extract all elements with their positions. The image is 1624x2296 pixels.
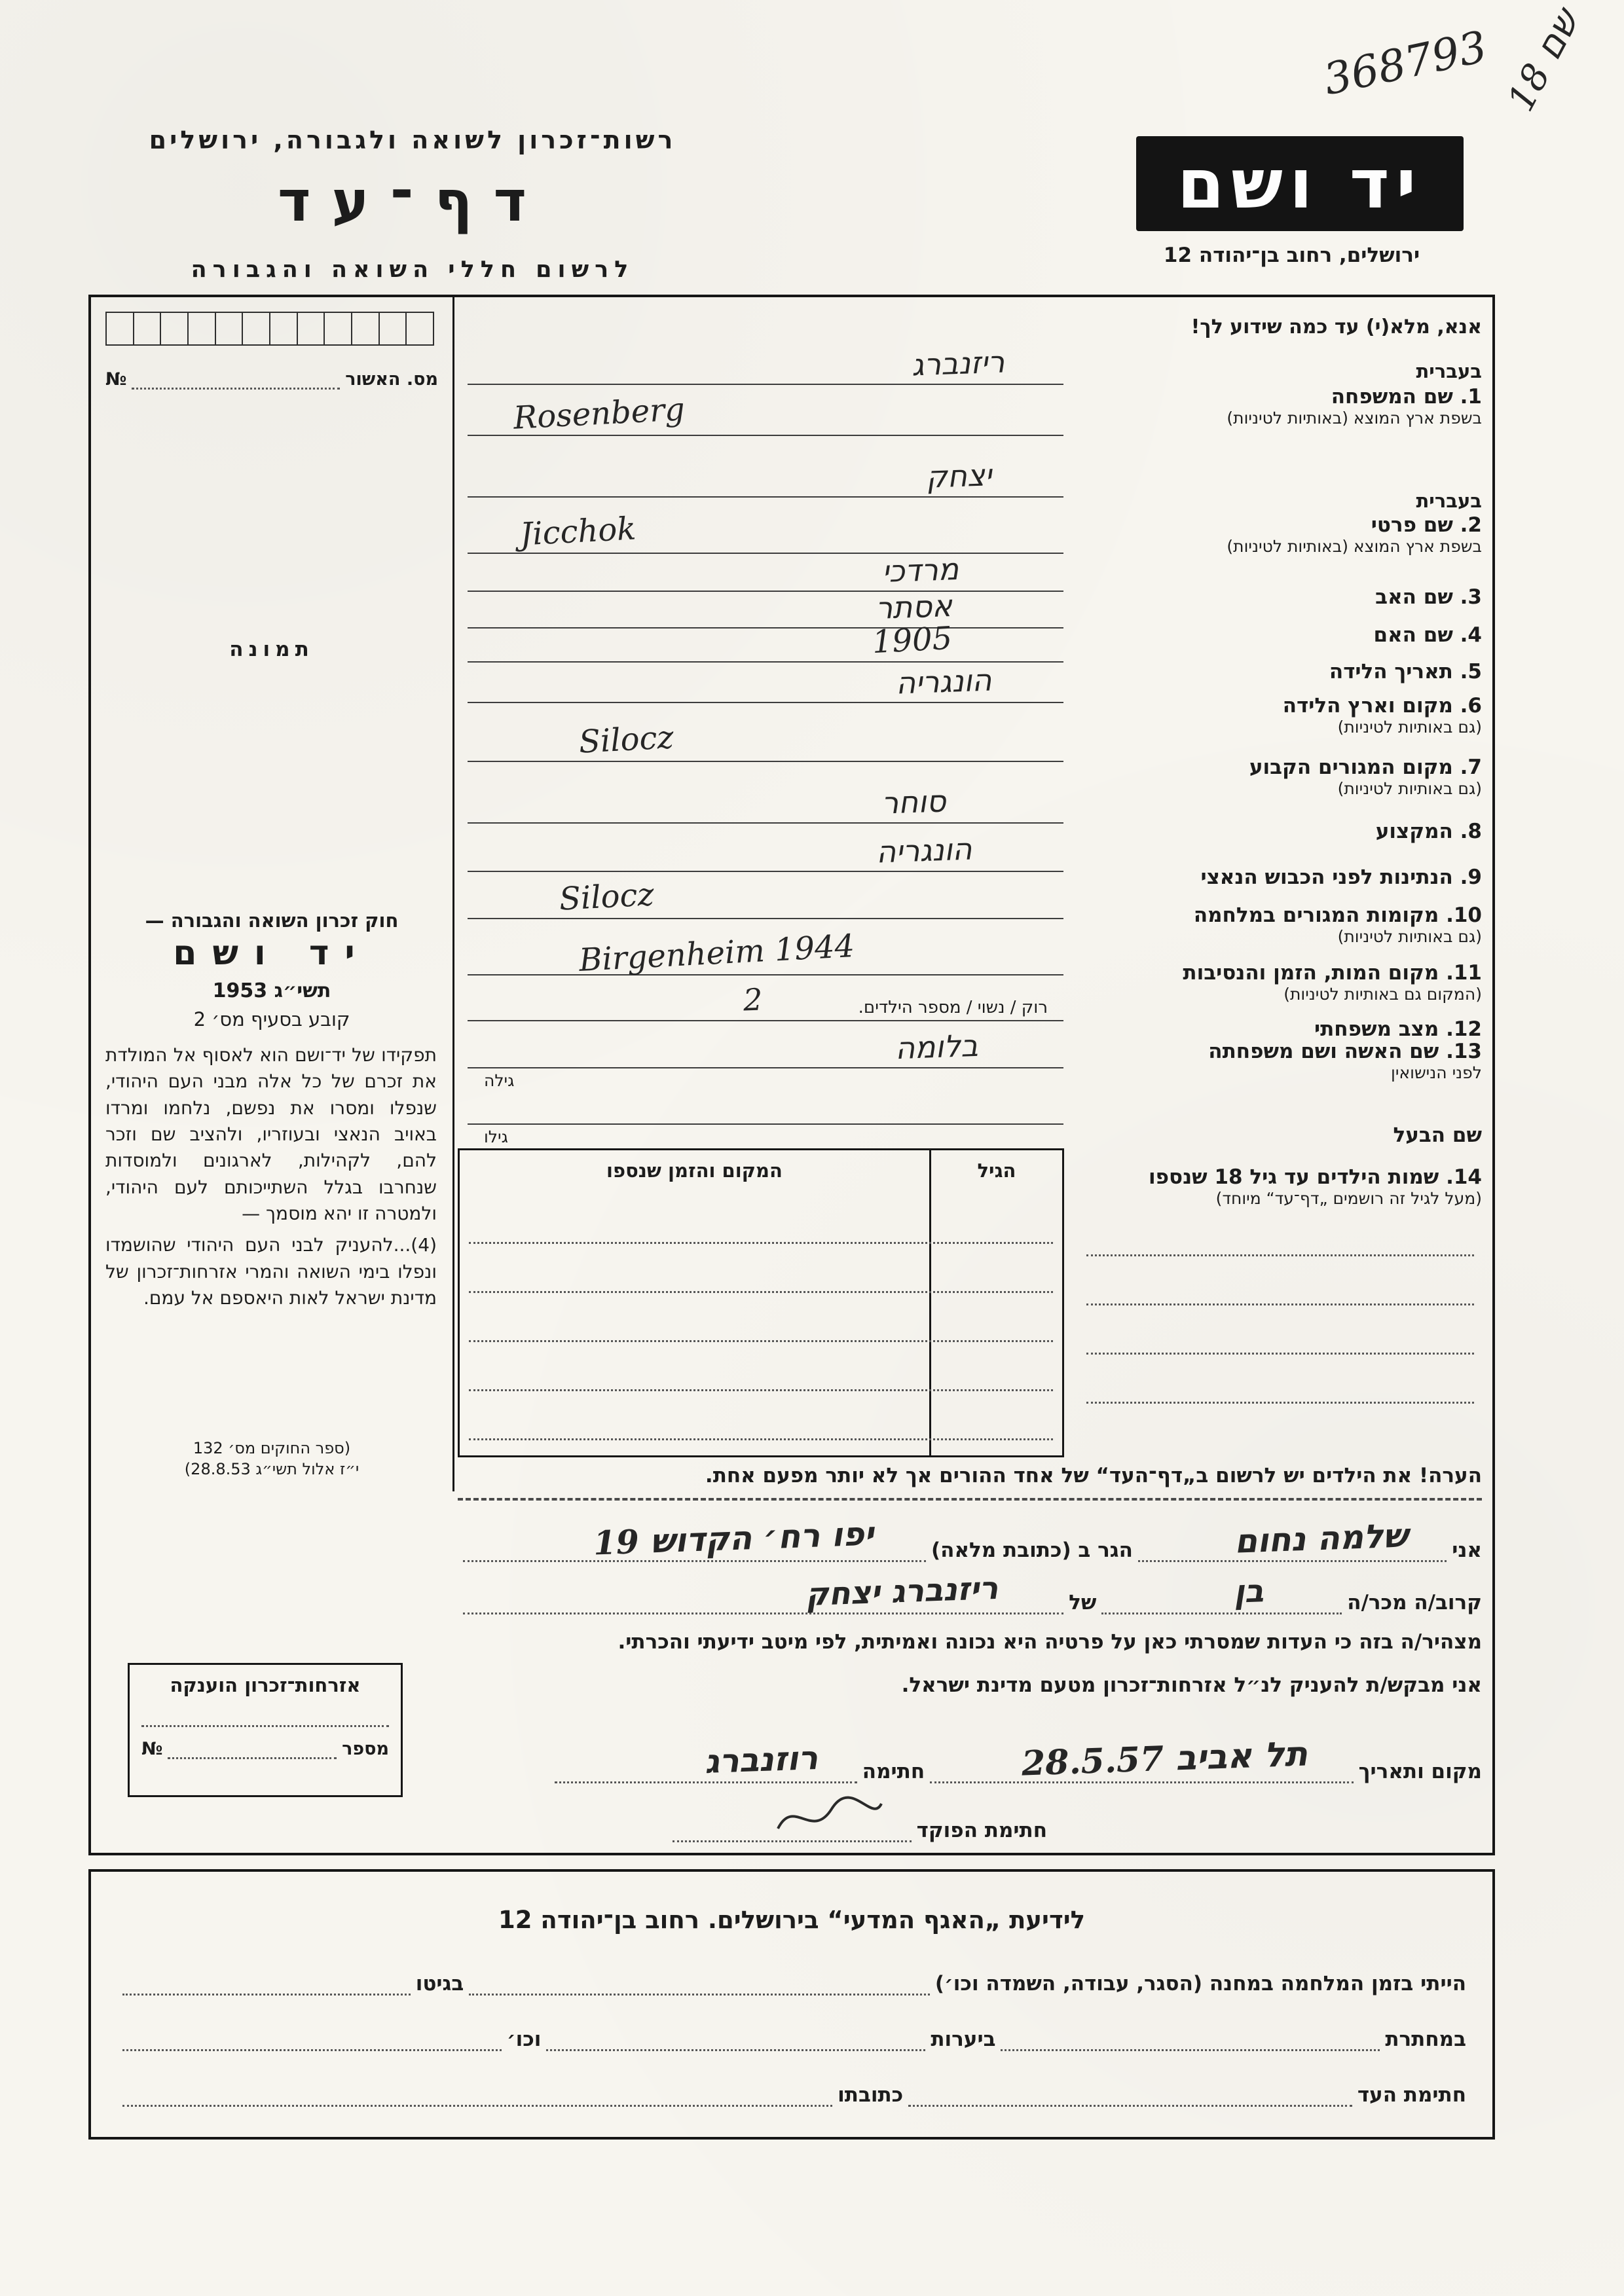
- witness-address-label: כתובתו: [838, 2083, 904, 2107]
- citizenship-number-label: מספר: [342, 1739, 389, 1759]
- law-footnote: [91, 1438, 452, 1480]
- children-count-handwriting: 2: [742, 981, 763, 1018]
- signature-handwriting: רוזנברג: [703, 1738, 819, 1781]
- first-name-hebrew-handwriting: יצחק: [925, 457, 992, 495]
- field10-label: 10. מקומות המגורים במלחמה (גם באותיות לטיניות): [1193, 903, 1482, 946]
- declarant-address-label: הגר ב (כתובת מלאה): [931, 1539, 1133, 1562]
- place-date-handwriting: תל אביב 28.5.57: [1020, 1734, 1308, 1784]
- yad-vashem-logo: [1136, 136, 1464, 231]
- field9-label: 9. הנתינות לפני הכבוש הנאצי: [1200, 866, 1482, 889]
- declarant-i-label: אני: [1452, 1539, 1482, 1562]
- relation-handwriting: בן: [1232, 1573, 1264, 1611]
- wife-name-line: [468, 1029, 1063, 1068]
- husband-age-label: גילו: [484, 1127, 508, 1146]
- note-label: הערה!: [1418, 1464, 1482, 1487]
- nationality-handwriting: הונגריה: [875, 831, 972, 870]
- field1-sublabel: בשפת ארץ המוצא (באותיות לטיניות): [1227, 409, 1482, 428]
- field8-label: 8. המקצוע: [1375, 820, 1482, 843]
- citizenship-numero-symbol: №: [141, 1739, 163, 1759]
- field1-number: 1.: [1460, 385, 1482, 409]
- note-row: [458, 1464, 1482, 1501]
- wartime-residence-handwriting: Silocz: [558, 876, 655, 918]
- handwritten-corner-note: שם 18: [1500, 2, 1589, 118]
- marital-status-line: [468, 982, 1063, 1021]
- citizenship-granted-title: אזרחות־זכרון הוענקה: [170, 1674, 361, 1696]
- ghetto-line: [122, 1970, 411, 1995]
- camp-line: [469, 1970, 930, 1995]
- birth-date-line: [468, 619, 1063, 663]
- law-footnote-line2: י״ז אלול תשי״ג 28.8.53): [184, 1460, 360, 1479]
- wife-name-handwriting: בלומה: [895, 1027, 979, 1066]
- children-table: [458, 1148, 1064, 1457]
- underground-label: במחתרת: [1385, 2028, 1466, 2051]
- citizenship-dotted-line: [141, 1696, 389, 1727]
- signature-line: [555, 1738, 857, 1783]
- camp-label: הייתי בזמן המלחמה במחנה (הסגר, עבודה, השמדה וכו׳): [934, 1972, 1466, 1995]
- place-date-row: [549, 1734, 1482, 1784]
- law-name: יד ושם: [173, 934, 371, 973]
- relation-row: [458, 1569, 1482, 1614]
- fill-instruction: אנא, מלא(י) עד כמה שידוע לך!: [1190, 316, 1482, 338]
- declarant-address-line: [463, 1514, 926, 1563]
- children-name-line: [1086, 1254, 1474, 1256]
- forests-label: ביערות: [931, 2028, 996, 2051]
- field2-sublabel: בשפת ארץ המוצא (באותיות לטיניות): [1227, 537, 1482, 556]
- field13-label: 13. שם האשה ושם משפחתה לפני הנישואין: [1208, 1040, 1482, 1082]
- husband-name-label: שם הבעל: [1393, 1123, 1482, 1147]
- witness-signature-line: [908, 2081, 1352, 2107]
- place-date-line: [930, 1734, 1354, 1784]
- official-signature-row: [667, 1803, 1047, 1842]
- mother-name-handwriting: אסתר: [875, 587, 953, 627]
- birth-date-handwriting: 1905: [871, 619, 953, 661]
- note-text: את הילדים יש לרשום ב„דף־העד“ של אחד ההורים אך לא יותר מפעם אחת.: [705, 1464, 1412, 1487]
- authority-line: רשות־זכרון לשואה ולגבורה, ירושלים: [149, 126, 676, 155]
- marital-status-options: רוק / נשוי / מספר הילדים.: [858, 998, 1048, 1017]
- birth-place-line: [468, 664, 1063, 703]
- field7-label: 7. מקום המגורים הקבוע (גם באותיות לטיניות): [1249, 756, 1482, 798]
- handwritten-serial-number: 368793: [1319, 21, 1492, 105]
- declaration-request: אני מבקש/ת להעניק לנ״ל אזרחות־זכרון מטעם מדינת ישראל.: [901, 1673, 1482, 1697]
- death-place-line: [468, 928, 1063, 979]
- field12-label: 12. מצב משפחתי: [1314, 1017, 1482, 1041]
- birth-place-handwriting: הונגריה: [895, 662, 992, 701]
- yad-vashem-logo-text: יד ושם: [1177, 143, 1423, 224]
- declarant-name-line: [1138, 1516, 1447, 1562]
- family-name-latin-line: [468, 391, 1063, 437]
- citizenship-granted-box: [128, 1663, 403, 1797]
- serial-number-cells: [105, 312, 434, 346]
- approval-dotted-line: [132, 364, 340, 390]
- camp-row: [117, 1970, 1466, 1995]
- field1-hebrew-label: בעברית: [1416, 360, 1482, 382]
- etc-line: [122, 2026, 502, 2051]
- scientific-branch-box: [88, 1869, 1495, 2140]
- approval-number-row: [105, 364, 438, 390]
- field4-label: 4. שם האם: [1373, 623, 1482, 647]
- declaration-statement: מצהיר/ה בזה כי העדות שמסרתי כאן על פרטיה היא נכונה ואמיתית, לפי מיטב ידיעתי והכרתי.: [618, 1630, 1482, 1654]
- official-signature-label: חתימת הפוקד: [916, 1819, 1047, 1842]
- father-name-handwriting: מרדכי: [881, 551, 959, 590]
- declarant-address-handwriting: יפו רח׳ הקדוש 19: [592, 1514, 874, 1563]
- field11-label: 11. מקום המות, הזמן והנסיבות (המקום גם באותיות לטיניות): [1183, 961, 1482, 1004]
- numero-symbol: №: [105, 369, 127, 390]
- mother-name-line: [468, 589, 1063, 629]
- official-signature-scribble: [774, 1795, 885, 1840]
- main-form-box: [88, 295, 1495, 1855]
- victim-name-line: [463, 1569, 1063, 1614]
- form-title: דף־עד: [277, 169, 548, 234]
- family-name-latin-handwriting: Rosenberg: [512, 391, 686, 437]
- citizenship-number-row: [141, 1734, 389, 1759]
- victim-name-handwriting: ריזנברג יצחק: [805, 1569, 999, 1614]
- children-name-line: [1086, 1402, 1474, 1404]
- scientific-branch-title: לידיעת „האגף המדעי“ בירושלים. רחוב בן־יהודה 12: [498, 1906, 1085, 1934]
- witness-signature-row: [117, 2081, 1466, 2107]
- of-label: של: [1069, 1591, 1097, 1614]
- declarant-row: [458, 1514, 1482, 1563]
- children-age-header: הגיל: [977, 1159, 1016, 1182]
- children-table-row: [469, 1340, 1053, 1342]
- field5-label: 5. תאריך הלידה: [1329, 660, 1482, 683]
- field2-number: 2.: [1460, 513, 1482, 537]
- nationality-line: [468, 833, 1063, 872]
- husband-name-line: [468, 1085, 1063, 1125]
- law-text-paragraph: תפקידו של יד־ושם הוא לאסוף אל המולדת את זכרם של כל אלה מבני העם היהודי, שנפלו ומסרו את נפשם, נלחמו ומרדו באויב הנאצי ובעוזריו, ולהציב שם וזכר להם, לקהילות, לארגונים ולמוסדות שנחרבו בגלל השתייכותם לעם היהודי, ולמטרה זו יהא מוסמך —: [105, 1044, 437, 1224]
- law-footnote-line1: (ספר החוקים מס׳ 132: [193, 1439, 351, 1457]
- first-name-hebrew-line: [468, 458, 1063, 498]
- approval-label: מס. האשור: [345, 369, 438, 390]
- law-heading: חוק זכרון השואה והגבורה —: [145, 909, 399, 932]
- children-table-row: [469, 1389, 1053, 1391]
- law-text-block: [105, 1042, 437, 1317]
- office-address: ירושלים, רחוב בן־יהודה 12: [1163, 244, 1420, 267]
- place-date-label: מקום ותאריך: [1358, 1760, 1482, 1783]
- field2-label: [1073, 513, 1482, 556]
- official-signature-line: [673, 1813, 912, 1842]
- children-table-row: [469, 1242, 1053, 1244]
- family-name-hebrew-handwriting: ריזנברג: [910, 344, 1005, 383]
- residence-handwriting: Silocz: [578, 719, 675, 761]
- children-table-row: [469, 1291, 1053, 1293]
- children-name-line: [1086, 1353, 1474, 1355]
- children-name-line: [1086, 1303, 1474, 1305]
- field2-hebrew-label: בעברית: [1416, 490, 1482, 512]
- sidebar: [91, 297, 454, 1491]
- field3-label: 3. שם האב: [1375, 585, 1482, 609]
- underground-row: [117, 2026, 1466, 2051]
- children-table-divider: [929, 1150, 931, 1455]
- residence-line: [468, 719, 1063, 762]
- children-place-header: המקום והזמן שנספו: [606, 1159, 783, 1182]
- family-name-hebrew-line: [468, 346, 1063, 385]
- profession-handwriting: סוחר: [880, 783, 946, 821]
- declarant-name-handwriting: שלמה נחום: [1233, 1516, 1409, 1561]
- first-name-latin-handwriting: Jicchok: [519, 510, 637, 553]
- witness-address-line: [122, 2081, 832, 2107]
- etc-label: וכו׳: [506, 2028, 542, 2051]
- law-text-paragraph2: (4)...להעניק לבני העם היהודי שהושמדו ונפלו בימי השואה והמרי אזרחות־זכרון של מדינת ישראל לאות היאספם אל עמם.: [105, 1234, 437, 1309]
- law-clause: קובע בסעיף מס׳ 2: [193, 1008, 350, 1030]
- first-name-latin-line: [468, 510, 1063, 554]
- relation-line: [1101, 1573, 1342, 1614]
- relation-label: קרוב/ה מכר/ה: [1347, 1591, 1482, 1614]
- wartime-residence-line: [468, 876, 1063, 919]
- ghetto-label: בגיטו: [415, 1972, 464, 1995]
- witness-signature-label: חתימת העד: [1357, 2083, 1466, 2107]
- field1-label: [1073, 385, 1482, 428]
- field6-label: 6. מקום וארץ הלידה (גם באותיות לטיניות): [1282, 694, 1482, 737]
- profession-line: [468, 784, 1063, 824]
- field2-title: שם פרטי: [1371, 513, 1453, 537]
- law-year: תשי״ג 1953: [212, 979, 331, 1002]
- field1-title: שם המשפחה: [1331, 385, 1453, 409]
- wife-age-label: גילה: [484, 1071, 515, 1090]
- form-subtitle: לרשום חללי השואה והגבורה: [191, 257, 635, 283]
- children-table-row: [469, 1438, 1053, 1440]
- signature-label: חתימה: [862, 1760, 925, 1783]
- death-place-handwriting: Birgenheim 1944: [578, 928, 856, 979]
- father-name-line: [468, 553, 1063, 592]
- underground-line: [1001, 2026, 1380, 2051]
- forests-line: [546, 2026, 925, 2051]
- citizenship-number-line: [168, 1734, 337, 1759]
- photo-placeholder-label: תמונה: [229, 638, 314, 661]
- field14-label: 14. שמות הילדים עד גיל 18 שנספו (מעל לגיל זה רושמים „דף־עד“ מיוחד): [1149, 1165, 1482, 1208]
